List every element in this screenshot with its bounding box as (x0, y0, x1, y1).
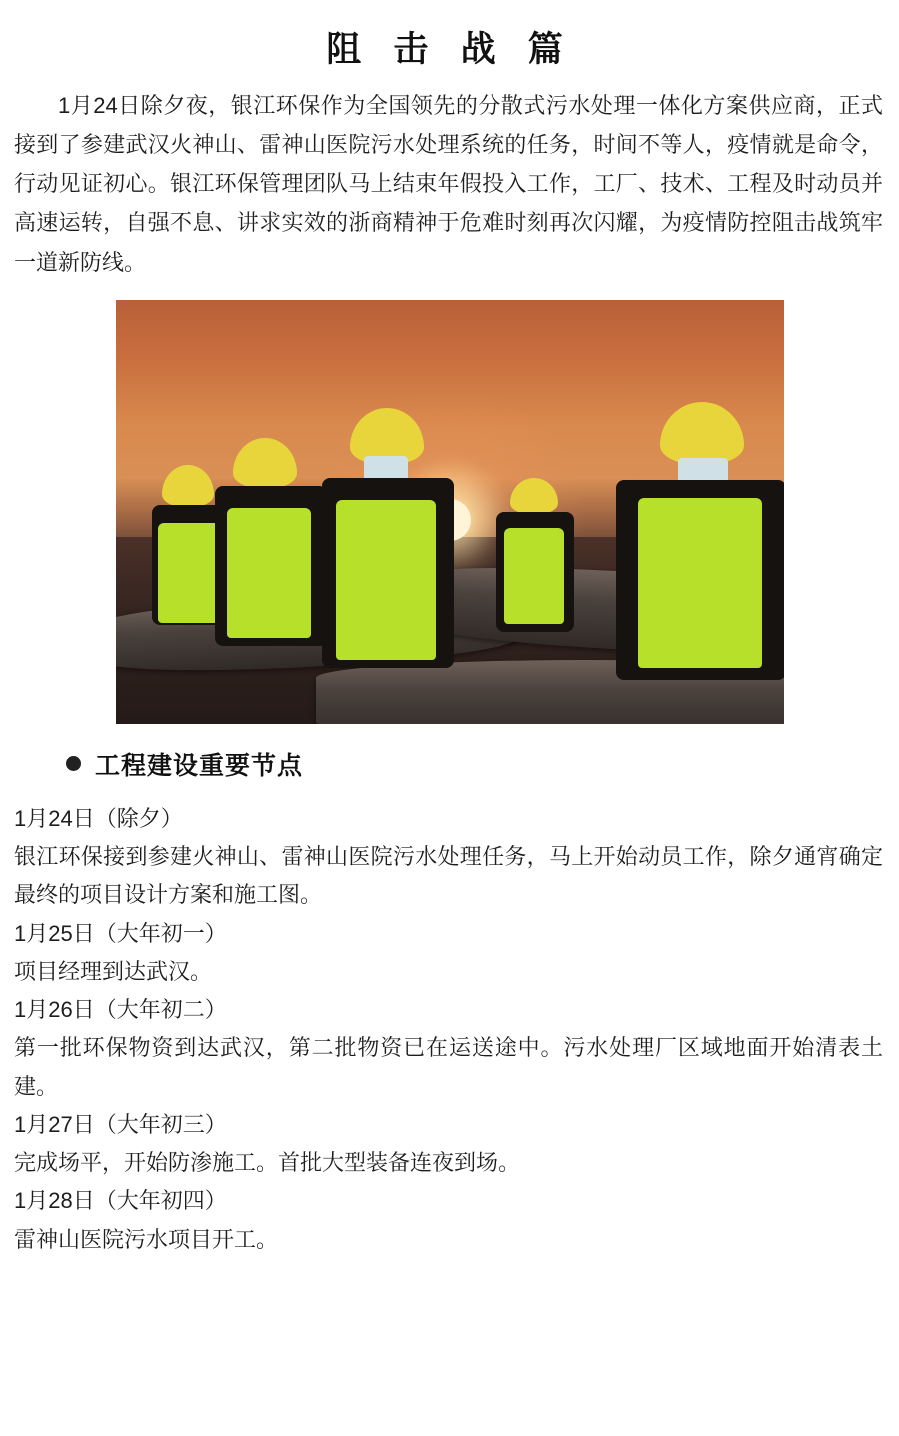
safety-vest (504, 528, 564, 624)
timeline-date: 1月28日（大年初四） (14, 1188, 227, 1214)
list-item (14, 915, 883, 992)
bullet-icon (66, 756, 81, 771)
worker-figure (316, 408, 466, 688)
timeline-body: 雷神山医院污水项目开工。 (14, 1226, 279, 1252)
timeline-list (14, 800, 883, 1259)
worker-figure (486, 478, 586, 658)
timeline-body: 完成场平，开始防渗施工。首批大型装备连夜到场。 (14, 1150, 521, 1176)
list-item (14, 1182, 883, 1259)
hard-hat-icon (162, 465, 214, 507)
section-heading-label: 工程建设重要节点 (95, 751, 304, 780)
worker-figure (596, 402, 784, 692)
hard-hat-icon (510, 478, 558, 514)
timeline-date: 1月25日（大年初一） (14, 920, 227, 946)
list-item (14, 1106, 883, 1183)
timeline-date: 1月26日（大年初二） (14, 997, 227, 1023)
timeline-date: 1月27日（大年初三） (14, 1111, 227, 1137)
timeline-body: 第一批环保物资到达武汉，第二批物资已在运送途中。污水处理厂区域地面开始清表土建。 (14, 1035, 883, 1099)
document-page (0, 22, 899, 1436)
section-heading (66, 746, 889, 782)
safety-vest (638, 498, 762, 668)
lead-paragraph: 1月24日除夕夜，银江环保作为全国领先的分散式污水处理一体化方案供应商，正式接到了参建武汉火神山、雷神山医院污水处理系统的任务，时间不等人，疫情就是命令，行动见证初心。银江环保管理团队马上结束年假投入工作，工厂、技术、工程及时动员并高速运转，自强不息、讲求实效的浙商精神于危难时刻再次闪耀，为疫情防控阻击战筑牢一道新防线。 (14, 93, 883, 275)
hard-hat-icon (660, 402, 744, 464)
safety-vest (227, 508, 311, 638)
construction-workers-at-sunset-photo (116, 300, 784, 724)
hard-hat-icon (233, 438, 297, 488)
timeline-date: 1月24日（除夕） (14, 805, 183, 831)
timeline-body: 项目经理到达武汉。 (14, 958, 213, 984)
list-item (14, 800, 883, 915)
safety-vest (336, 500, 436, 660)
timeline-body: 银江环保接到参建火神山、雷神山医院污水处理任务，马上开始动员工作，除夕通宵确定最终的项目设计方案和施工图。 (14, 844, 883, 908)
list-item (14, 991, 883, 1106)
page-title: 阻 击 战 篇 (326, 30, 573, 70)
